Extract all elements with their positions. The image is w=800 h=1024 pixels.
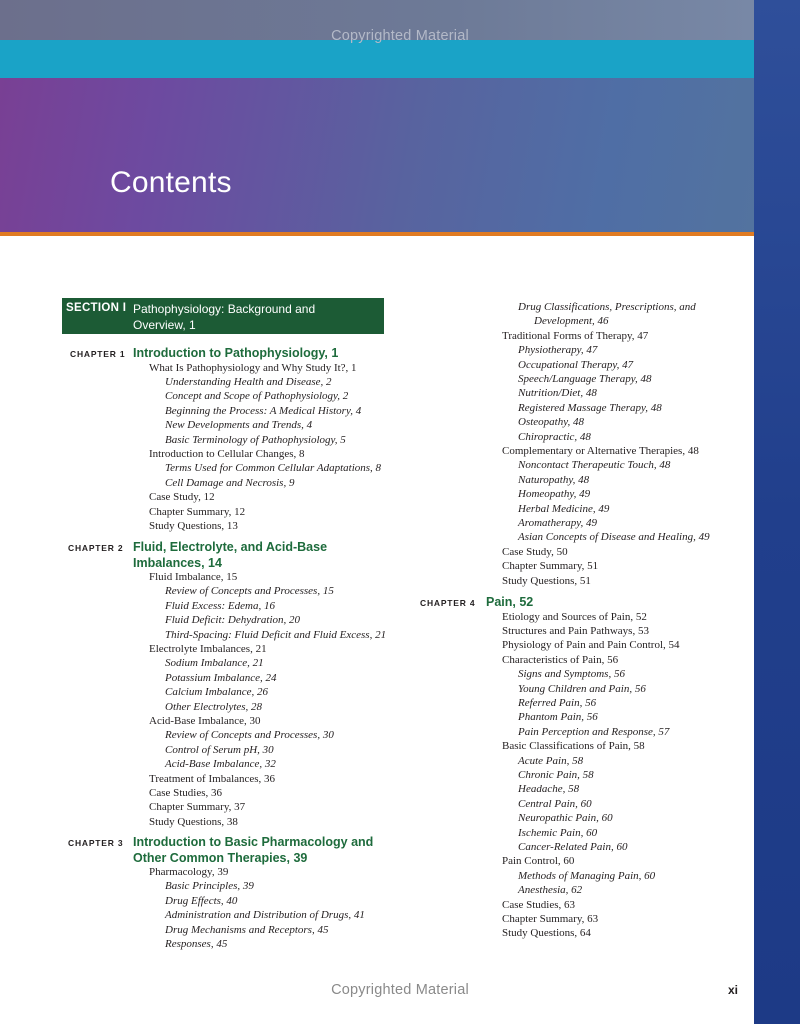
toc-entry: Headache, 58 [518,783,580,796]
toc-entry: Methods of Managing Pain, 60 [518,869,656,882]
toc-entry: Basic Principles, 39 [165,880,254,893]
toc-entry: Physiotherapy, 47 [518,344,598,357]
toc-entry: Chronic Pain, 58 [518,768,594,781]
toc-entry: Neuropathic Pain, 60 [518,812,613,825]
toc-entry: Chapter Summary, 12 [149,505,246,518]
toc-entry: Responses, 45 [165,938,228,950]
toc-entry: Potassium Imbalance, 24 [165,671,277,684]
watermark-bottom: Copyrighted Material [331,982,469,998]
chapter-title: Pain, 52 [486,595,534,609]
page-number: xi [728,983,739,997]
toc-entry: Signs and Symptoms, 56 [518,668,625,681]
toc-entry: Asian Concepts of Disease and Healing, 49 [518,531,710,544]
toc-entry: Third-Spacing: Fluid Deficit and Fluid Excess, 21 [165,628,387,641]
toc-entry: Other Electrolytes, 28 [165,700,263,713]
header-teal-band [0,40,754,78]
chapter-title: Introduction to Basic Pharmacology and [133,835,374,849]
toc-entry: New Developments and Trends, 4 [165,419,313,432]
toc-entry: Young Children and Pain, 56 [518,682,646,695]
watermark-top: Copyrighted Material [331,28,469,44]
toc-entry: Case Studies, 63 [502,898,576,911]
toc-entry: Case Study, 12 [149,491,215,504]
toc-entry: Electrolyte Imbalances, 21 [149,643,267,655]
toc-entry: Naturopathy, 48 [518,473,590,486]
toc-entry: Introduction to Cellular Changes, 8 [149,447,305,460]
toc-entry: Basic Terminology of Pathophysiology, 5 [165,433,346,446]
toc-entry: Chiropractic, 48 [518,430,591,443]
chapter-label: CHAPTER 2 [68,543,124,553]
toc-entry: Osteopathy, 48 [518,416,584,429]
toc-entry: Fluid Imbalance, 15 [149,571,238,583]
chapter-title: Introduction to Pathophysiology, 1 [133,346,339,360]
toc-entry: Registered Massage Therapy, 48 [518,401,662,414]
toc-entry: Chapter Summary, 51 [502,560,599,573]
toc-entry: Calcium Imbalance, 26 [165,686,268,699]
toc-entry: Understanding Health and Disease, 2 [165,375,332,388]
toc-entry: Pharmacology, 39 [149,866,229,878]
toc-entry: Acid-Base Imbalance, 32 [165,758,276,771]
toc-entry: Fluid Excess: Edema, 16 [165,599,275,612]
toc-entry: Referred Pain, 56 [518,696,597,709]
toc-entry: Nutrition/Diet, 48 [518,387,597,400]
toc-entry: Speech/Language Therapy, 48 [518,373,652,385]
section-label: SECTION I [66,302,127,314]
side-color-band [754,0,800,1024]
toc-entry: Homeopathy, 49 [518,488,591,501]
toc-entry: Study Questions, 51 [502,574,591,587]
toc-entry: Drug Classifications, Prescriptions, and [518,301,696,313]
toc-entry: Control of Serum pH, 30 [165,743,274,756]
toc-entry: Basic Classifications of Pain, 58 [502,740,645,753]
toc-entry: Chapter Summary, 63 [502,912,599,925]
toc-entry: Noncontact Therapeutic Touch, 48 [518,459,671,472]
toc-entry: Study Questions, 13 [149,519,238,532]
toc-entry: Structures and Pain Pathways, 53 [502,624,649,637]
toc-entry: Sodium Imbalance, 21 [165,657,264,670]
toc-entry: Case Study, 50 [502,545,568,558]
toc-entry: Treatment of Imbalances, 36 [149,772,276,785]
toc-entry: Study Questions, 38 [149,815,238,828]
section-title-line: Overview, 1 [133,318,196,332]
toc-entry: Pain Perception and Response, 57 [518,725,670,738]
chapter-title: Other Common Therapies, 39 [133,850,308,865]
toc-entry: Occupational Therapy, 47 [518,358,634,371]
toc-entry: What Is Pathophysiology and Why Study It?, 1 [149,361,357,374]
toc-entry: Administration and Distribution of Drugs, 41 [165,909,365,922]
toc-entry: Acute Pain, 58 [518,754,584,767]
toc-entry: Etiology and Sources of Pain, 52 [502,610,647,623]
toc-entry: Pain Control, 60 [502,855,575,868]
toc-entry: Cell Damage and Necrosis, 9 [165,476,295,489]
toc-entry: Beginning the Process: A Medical History, 4 [165,404,362,417]
page-title: Contents [110,166,232,199]
toc-entry: Anesthesia, 62 [518,884,583,897]
toc-entry: Characteristics of Pain, 56 [502,653,619,666]
toc-entry: Study Questions, 64 [502,927,591,940]
toc-entry: Drug Mechanisms and Receptors, 45 [165,923,329,936]
toc-entry: Chapter Summary, 37 [149,801,246,814]
toc-entry: Terms Used for Common Cellular Adaptations, 8 [165,462,382,475]
toc-entry: Traditional Forms of Therapy, 47 [502,329,649,342]
toc-entry: Fluid Deficit: Dehydration, 20 [165,614,301,627]
toc-entry: Aromatherapy, 49 [518,517,598,529]
chapter-label: CHAPTER 1 [70,349,126,359]
chapter-label: CHAPTER 4 [420,598,476,608]
toc-entry: Ischemic Pain, 60 [518,826,598,839]
chapter-title: Fluid, Electrolyte, and Acid-Base [133,540,328,554]
toc-entry: Herbal Medicine, 49 [518,502,610,515]
toc-entry: Review of Concepts and Processes, 30 [165,729,334,742]
toc-entry: Concept and Scope of Pathophysiology, 2 [165,390,349,403]
toc-entry: Acid-Base Imbalance, 30 [149,715,261,727]
toc-entry: Complementary or Alternative Therapies, 48 [502,445,699,457]
toc-entry: Cancer-Related Pain, 60 [518,840,628,853]
toc-entry: Central Pain, 60 [518,797,592,810]
chapter-title: Imbalances, 14 [133,555,222,570]
section-title-line: Pathophysiology: Background and [133,302,316,316]
toc-entry: Physiology of Pain and Pain Control, 54 [502,639,680,652]
toc-entry: Drug Effects, 40 [165,894,238,907]
header-orange-rule [0,232,754,236]
toc-entry: Case Studies, 36 [149,787,223,799]
chapter-label: CHAPTER 3 [68,838,124,848]
toc-entry: Phantom Pain, 56 [518,711,598,724]
toc-entry: Review of Concepts and Processes, 15 [165,585,334,598]
toc-entry: Development, 46 [534,315,609,328]
